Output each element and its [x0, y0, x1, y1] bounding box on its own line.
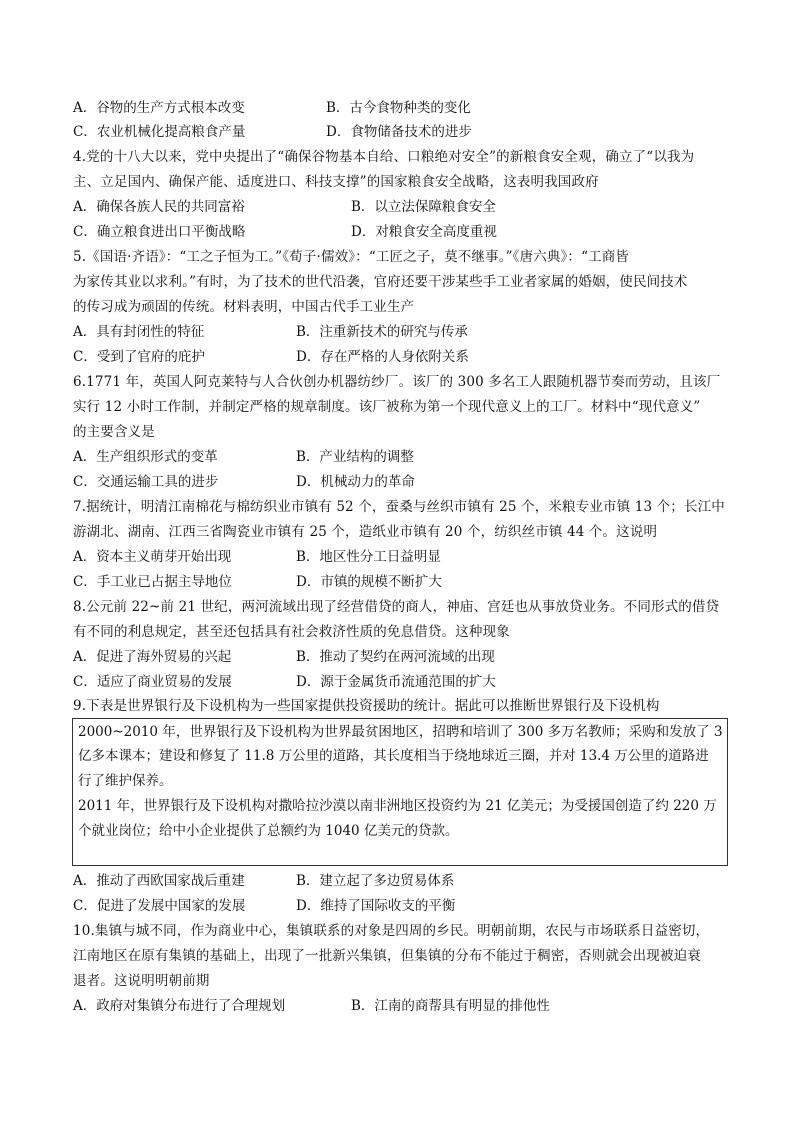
q7-option-c[interactable]: C．手工业已占据主导地位: [73, 574, 232, 590]
q3-option-a[interactable]: A．谷物的生产方式根本改变: [73, 100, 245, 116]
q7-option-d[interactable]: D．市镇的规模不断扩大: [296, 574, 442, 590]
q5-stem-line: 5.《国语·齐语》：“工之子恒为工。”《荀子·儒效》：“工匠之子，莫不继事。”《唐六典》：“工商皆: [73, 249, 630, 265]
q9-stem: 9.下表是世界银行及下设机构为一些国家提供投资援助的统计。据此可以推断世界银行及下设机构: [73, 698, 660, 714]
q5-option-b[interactable]: B．注重新技术的研究与传承: [296, 324, 468, 340]
q6-stem-line: 6.1771 年，英国人阿克莱特与人合伙创办机器纺纱厂。该厂的 300 多名工人跟随机器节奏而劳动，且该厂: [73, 374, 721, 390]
q9-option-b[interactable]: B．建立起了多边贸易体系: [296, 873, 455, 889]
q4-option-b[interactable]: B．以立法保障粮食安全: [351, 199, 496, 215]
q6-stem-line: 的主要含义是: [73, 424, 155, 440]
q10-stem-line: 10.集镇与城不同，作为商业中心，集镇联系的对象是四周的乡民。明朝前期，农民与市场联系日益密切，: [73, 923, 710, 939]
q8-stem-line: 8.公元前 22~前 21 世纪，两河流域出现了经营借贷的商人，神庙、宫廷也从事放贷业务。不同形式的借贷: [73, 599, 720, 615]
q6-option-a[interactable]: A．生产组织形式的变革: [73, 449, 218, 465]
q9-material-line: 亿多本课本；建设和修复了 11.8 万公里的道路，其长度相当于绕地球近三圈，并对 13.4 万公里的道路进: [78, 748, 709, 764]
q4-stem-line: 主、立足国内、确保产能、适度进口、科技支撑”的国家粮食安全战略，这表明我国政府: [73, 174, 599, 190]
q3-option-d[interactable]: D．食物储备技术的进步: [326, 124, 472, 140]
q9-material-box: [72, 718, 728, 866]
q4-option-d[interactable]: D．对粮食安全高度重视: [351, 224, 497, 240]
q9-material-line: 个就业岗位；给中小企业提供了总额约为 1040 亿美元的贷款。: [78, 823, 459, 839]
q4-stem-line: 4.党的十八大以来，党中央提出了“确保谷物基本自给、口粮绝对安全”的新粮食安全观，确立了“以我为: [73, 149, 695, 165]
q9-option-c[interactable]: C．促进了发展中国家的发展: [73, 898, 246, 914]
q10-stem-line: 江南地区在原有集镇的基础上，出现了一批新兴集镇，但集镇的分布不能过于稠密，否则就会出现被迫衰: [73, 948, 701, 964]
q6-option-c[interactable]: C．交通运输工具的进步: [73, 474, 219, 490]
q9-material-line: 2011 年，世界银行及下设机构对撒哈拉沙漠以南非洲地区投资约为 21 亿美元；为受援国创造了约 220 万: [78, 798, 717, 814]
q5-option-a[interactable]: A．具有封闭性的特征: [73, 324, 205, 340]
q6-option-d[interactable]: D．机械动力的革命: [296, 474, 415, 490]
q8-option-d[interactable]: D．源于金属货币流通范围的扩大: [296, 674, 496, 690]
q3-option-c[interactable]: C．农业机械化提高粮食产量: [73, 124, 246, 140]
q8-option-b[interactable]: B．推动了契约在两河流域的出现: [296, 649, 495, 665]
q7-option-b[interactable]: B．地区性分工日益明显: [296, 549, 441, 565]
q6-stem-line: 实行 12 小时工作制，并制定严格的规章制度。该厂被称为第一个现代意义上的工厂。材料中“现代意义”: [73, 399, 701, 415]
q8-option-a[interactable]: A．促进了海外贸易的兴起: [73, 649, 232, 665]
q7-option-a[interactable]: A．资本主义萌芽开始出现: [73, 549, 232, 565]
q5-option-d[interactable]: D．存在严格的人身依附关系: [296, 349, 469, 365]
q9-material-line: 行了维护保养。: [78, 773, 173, 789]
q8-option-c[interactable]: C．适应了商业贸易的发展: [73, 674, 232, 690]
q8-stem-line: 有不同的利息规定，甚至还包括具有社会救济性质的免息借贷。这种现象: [73, 624, 510, 640]
q3-option-b[interactable]: B．古今食物种类的变化: [326, 100, 471, 116]
q10-stem-line: 退者。这说明明朝前期: [73, 973, 210, 989]
q5-option-c[interactable]: C．受到了官府的庇护: [73, 349, 205, 365]
q4-option-a[interactable]: A．确保各族人民的共同富裕: [73, 199, 245, 215]
q7-stem-line: 游湖北、湖南、江西三省陶瓷业市镇有 25 个，造纸业市镇有 20 个，纺织丝市镇 44 个。这说明: [73, 524, 658, 540]
q7-stem-line: 7.据统计，明清江南棉花与棉纺织业市镇有 52 个，蚕桑与丝织市镇有 25 个，米粮专业市镇 13 个；长江中: [73, 499, 725, 515]
q4-option-c[interactable]: C．确立粮食进出口平衡战略: [73, 224, 246, 240]
q5-stem-line: 的传习成为顽固的传统。材料表明，中国古代手工业生产: [73, 299, 415, 315]
q5-stem-line: 为家传其业以求利。”有时，为了技术的世代沿袭，官府还要干涉某些手工业者家属的婚姻，使民间技术: [73, 274, 688, 290]
q6-option-b[interactable]: B．产业结构的调整: [296, 449, 414, 465]
q9-material-line: 2000~2010 年，世界银行及下设机构为世界最贫困地区，招聘和培训了 300 多万名教师；采购和发放了 3: [78, 724, 723, 740]
q9-option-d[interactable]: D．维持了国际收支的平衡: [296, 898, 456, 914]
q9-option-a[interactable]: A．推动了西欧国家战后重建: [73, 873, 245, 889]
q10-option-b[interactable]: B．江南的商帮具有明显的排他性: [351, 998, 550, 1014]
q10-option-a[interactable]: A．政府对集镇分布进行了合理规划: [73, 998, 286, 1014]
